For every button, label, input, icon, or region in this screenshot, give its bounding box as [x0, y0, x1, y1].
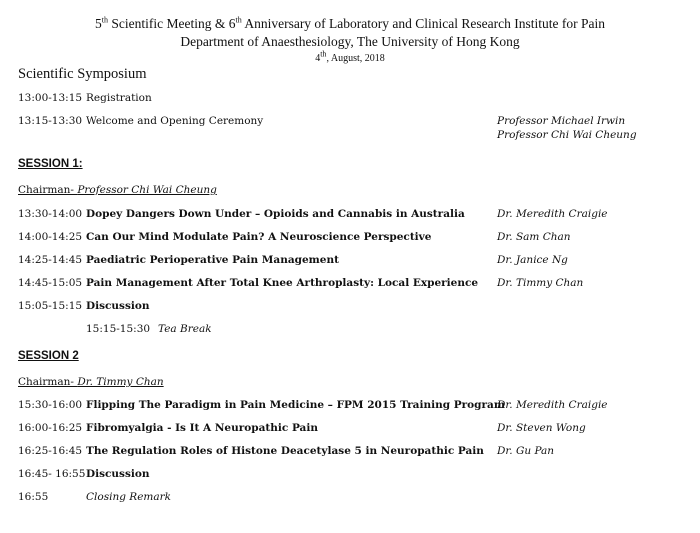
- s1-title-1: Dopey Dangers Down Under – Opioids and Cannabis in Australia: [86, 208, 465, 220]
- s2-title-2: Fibromyalgia - Is It A Neuropathic Pain: [86, 422, 318, 434]
- s2-speaker-1: Dr. Meredith Craigie: [497, 399, 608, 411]
- meeting-title: 5th Scientific Meeting & 6th Anniversary of Laboratory and Clinical Research Institute for Pain: [95, 15, 605, 31]
- s1-time-3: 14:25-14:45: [18, 254, 83, 266]
- s2-time-2: 16:00-16:25: [18, 422, 83, 434]
- s1-title-4: Pain Management After Total Knee Arthroplasty: Local Experience: [86, 277, 479, 289]
- s1-speaker-2: Dr. Sam Chan: [497, 231, 571, 243]
- s1-time-4: 14:45-15:05: [18, 277, 83, 289]
- s2-time-1: 15:30-16:00: [18, 399, 83, 411]
- meeting-date: 4th, August, 2018: [315, 49, 385, 64]
- opening-speaker-2: Professor Chi Wai Cheung: [497, 129, 637, 141]
- symposium-title: Scientific Symposium: [18, 66, 147, 82]
- s1-time-5: 15:05-15:15: [18, 300, 83, 312]
- s1-time-1: 13:30-14:00: [18, 208, 83, 220]
- s2-time-5: 16:55: [18, 491, 49, 503]
- s2-speaker-2: Dr. Steven Wong: [497, 422, 586, 434]
- opening-time-1: 13:00-13:15: [18, 92, 83, 104]
- s2-title-3: The Regulation Roles of Histone Deacetylase 5 in Neuropathic Pain: [86, 445, 484, 457]
- s1-speaker-3: Dr. Janice Ng: [497, 254, 568, 266]
- session-1-heading: SESSION 1:: [18, 158, 83, 170]
- s2-time-3: 16:25-16:45: [18, 445, 83, 457]
- s2-title-4: Discussion: [86, 468, 150, 480]
- s1-title-3: Paediatric Perioperative Pain Management: [86, 254, 339, 266]
- tea-break-time: 15:15-15:30: [86, 323, 151, 335]
- s1-title-2: Can Our Mind Modulate Pain? A Neuroscience Perspective: [86, 231, 432, 243]
- s2-speaker-3: Dr. Gu Pan: [497, 445, 555, 457]
- department-line: Department of Anaesthesiology, The University of Hong Kong: [180, 34, 520, 49]
- session-1-chairman: Chairman- Professor Chi Wai Cheung: [18, 184, 217, 196]
- tea-break-label: Tea Break: [158, 323, 212, 335]
- s2-time-4: 16:45- 16:55: [18, 468, 86, 480]
- opening-speaker-1: Professor Michael Irwin: [497, 115, 626, 127]
- s2-title-5: Closing Remark: [86, 491, 171, 503]
- session-2-heading: SESSION 2: [18, 350, 79, 362]
- s1-time-2: 14:00-14:25: [18, 231, 83, 243]
- s1-speaker-1: Dr. Meredith Craigie: [497, 208, 608, 220]
- opening-title-1: Registration: [86, 92, 152, 104]
- s1-title-5: Discussion: [86, 300, 150, 312]
- opening-time-2: 13:15-13:30: [18, 115, 83, 127]
- opening-title-2: Welcome and Opening Ceremony: [86, 115, 264, 127]
- session-2-chairman: Chairman- Dr. Timmy Chan: [18, 376, 164, 388]
- s2-title-1: Flipping The Paradigm in Pain Medicine – FPM 2015 Training Program: [86, 399, 505, 411]
- s1-speaker-4: Dr. Timmy Chan: [497, 277, 584, 289]
